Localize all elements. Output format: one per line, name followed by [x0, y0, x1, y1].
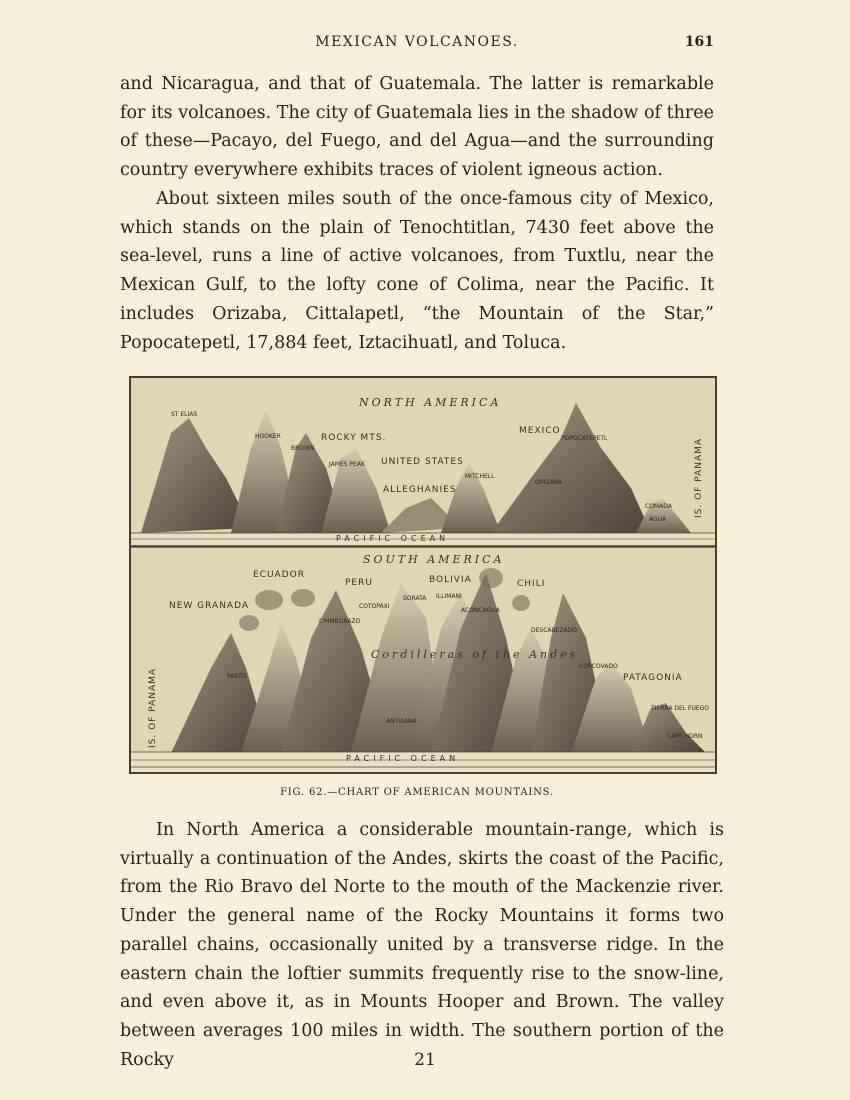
label-ecuador: ECUADOR: [253, 570, 305, 580]
south-panama-label: IS. OF PANAMA: [148, 667, 158, 748]
running-header: [120, 34, 714, 54]
mountain-chart-illustration: [131, 378, 715, 772]
label-chimborazo: CHIMBORAZO: [319, 618, 361, 625]
north-america-panel: [131, 378, 715, 546]
paragraph-1: and Nicaragua, and that of Guatemala. The latter is remarkable for its volcanoes. The city of Guatemala lies in the shadow of three of these—Pacayo, del Fuego, and del Agua—and the surrounding country everywhere exhibits traces of violent igneous action.: [120, 74, 714, 181]
south-america-panel: [131, 548, 715, 772]
label-mitchell: MITCHELL: [465, 473, 495, 480]
label-sorata: SORATA: [403, 595, 427, 602]
label-corcovado: CORCOVADO: [579, 663, 618, 670]
label-tierra-del-fuego: TIERRA DEL FUEGO: [651, 705, 709, 712]
label-bolivia: BOLIVIA: [429, 575, 472, 585]
paragraph-3: In North America a considerable mountain-range, which is virtually a continuation of the Andes, skirts the coast of the Pacific, from the Rio Bravo del Norte to the mouth of the Mackenzie river. Under the general name of the Rocky Mountains it forms two parallel chains, occasionally united by a transverse ridge. In the eastern chain the loftier summits frequently rise to the snow-line, and even above it, as in Mounts Hooper and Brown. The valley between averages 100 miles in width. The southern portion of the Rocky: [120, 820, 724, 1070]
south-pacific-ocean-label: PACIFIC OCEAN: [346, 754, 460, 763]
label-agua: AGUA: [649, 516, 667, 523]
mountain-chart-figure: [129, 376, 717, 774]
south-america-title: SOUTH AMERICA: [363, 553, 505, 566]
label-james-peak: JAMES PEAK: [329, 461, 365, 468]
label-antisana: ANTISANA: [386, 718, 417, 725]
label-illimani: ILLIMANI: [436, 593, 462, 600]
paragraph-2: About sixteen miles south of the once-famous city of Mexico, which stands on the plain of Tenochtitlan, 7430 feet above the sea-level, runs a line of active volcanoes, from Tuxtlu, near the Mexican Gulf, to the lofty cone of Colima, near the Pacific. It includes Orizaba, Cittalapetl, “the Mountain of the Star,” Popocatepetl, 17,884 feet, Iztacihuatl, and Toluca.: [120, 189, 714, 353]
label-popocatepetl: POPOCATEPETL: [561, 435, 608, 442]
label-brown: BROWN: [291, 445, 315, 452]
label-mexico: MEXICO: [519, 426, 561, 436]
label-united-states: UNITED STATES: [381, 457, 464, 467]
label-rocky-mts: ROCKY MTS.: [321, 433, 387, 443]
label-new-granada: NEW GRANADA: [169, 601, 250, 611]
label-aconcagua: ACONCAGUA: [461, 607, 500, 614]
figure-caption: FIG. 62.—CHART OF AMERICAN MOUNTAINS.: [280, 787, 554, 798]
label-pasto: PASTO: [227, 673, 247, 680]
north-america-title: NORTH AMERICA: [359, 396, 502, 409]
signature-folio: 21: [414, 1050, 436, 1070]
label-chili: CHILI: [517, 579, 546, 589]
running-title: MEXICAN VOLCANOES.: [315, 34, 519, 50]
label-cotopaxi: COTOPAXI: [359, 603, 390, 610]
label-st-elias: ST ELIAS: [171, 411, 198, 418]
north-pacific-ocean-label: PACIFIC OCEAN: [336, 534, 450, 543]
label-patagonia: PATAGONIA: [623, 673, 683, 683]
north-panama-label: IS. OF PANAMA: [694, 437, 704, 518]
label-hooker: HOOKER: [255, 433, 281, 440]
label-alleghanies: ALLEGHANIES: [383, 485, 457, 495]
label-cordilleras: Cordilleras of the Andes: [371, 648, 579, 661]
label-descabezado: DESCABEZADO: [531, 627, 577, 634]
label-orizaba: ORIZABA: [535, 479, 563, 486]
label-comada: COMADA: [645, 503, 672, 510]
page-number: 161: [684, 34, 714, 50]
label-cape-horn: CAPE HORN: [667, 733, 703, 740]
label-peru: PERU: [345, 578, 373, 588]
